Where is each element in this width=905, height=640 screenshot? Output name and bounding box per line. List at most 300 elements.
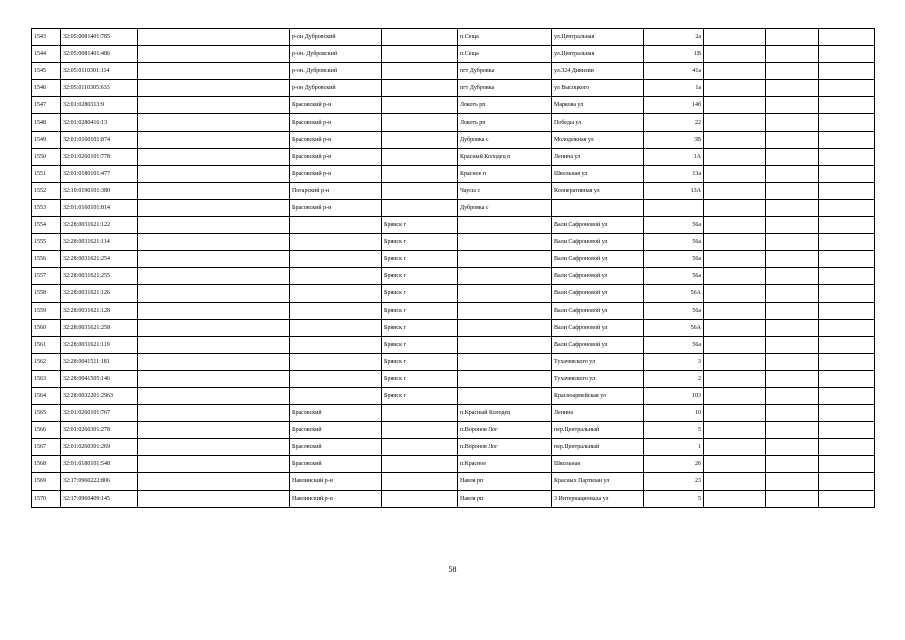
blank-cell bbox=[138, 319, 290, 336]
street-cell: Школьная bbox=[552, 456, 644, 473]
extra-cell-3 bbox=[819, 336, 875, 353]
row-number-cell: 1570 bbox=[32, 490, 61, 507]
city-cell bbox=[382, 97, 458, 114]
street-cell: Вали Сафроновой ул bbox=[552, 319, 644, 336]
district-cell bbox=[290, 217, 382, 234]
extra-cell-3 bbox=[819, 302, 875, 319]
extra-cell-3 bbox=[819, 182, 875, 199]
cadastral-number-cell: 32:28:0032201:2963 bbox=[61, 387, 138, 404]
city-cell: Брянск г bbox=[382, 336, 458, 353]
district-cell: Брасовский р-н bbox=[290, 131, 382, 148]
extra-cell-2 bbox=[766, 251, 819, 268]
street-cell: Ленина bbox=[552, 405, 644, 422]
extra-cell-3 bbox=[819, 251, 875, 268]
street-cell: 3 Интернационала ул bbox=[552, 490, 644, 507]
row-number-cell: 1553 bbox=[32, 199, 61, 216]
cadastral-number-cell: 32:01:0160101:814 bbox=[61, 199, 138, 216]
extra-cell-3 bbox=[819, 165, 875, 182]
city-cell: Брянск г bbox=[382, 319, 458, 336]
settlement-cell: пгт Дубровка bbox=[458, 80, 552, 97]
row-number-cell: 1551 bbox=[32, 165, 61, 182]
table-body bbox=[32, 29, 875, 508]
extra-cell-3 bbox=[819, 217, 875, 234]
house-number-cell: 1 bbox=[644, 439, 704, 456]
extra-cell-1 bbox=[704, 80, 766, 97]
row-number-cell: 1563 bbox=[32, 370, 61, 387]
table-row bbox=[32, 234, 875, 251]
settlement-cell: Навля рп bbox=[458, 490, 552, 507]
district-cell: р-он Дубровский bbox=[290, 80, 382, 97]
house-number-cell: 56а bbox=[644, 217, 704, 234]
blank-cell bbox=[138, 336, 290, 353]
table-row bbox=[32, 285, 875, 302]
blank-cell bbox=[138, 405, 290, 422]
street-cell: Школьная ул bbox=[552, 165, 644, 182]
cadastral-number-cell: 32:28:0031621:254 bbox=[61, 251, 138, 268]
house-number-cell: 5 bbox=[644, 422, 704, 439]
row-number-cell: 1567 bbox=[32, 439, 61, 456]
extra-cell-2 bbox=[766, 114, 819, 131]
city-cell bbox=[382, 114, 458, 131]
settlement-cell: Дубровка с bbox=[458, 199, 552, 216]
blank-cell bbox=[138, 251, 290, 268]
blank-cell bbox=[138, 165, 290, 182]
blank-cell bbox=[138, 182, 290, 199]
street-cell: Вали Сафроновой ул bbox=[552, 336, 644, 353]
house-number-cell bbox=[644, 199, 704, 216]
settlement-cell: Чаусы с bbox=[458, 182, 552, 199]
city-cell bbox=[382, 199, 458, 216]
extra-cell-1 bbox=[704, 422, 766, 439]
street-cell: Вали Сафроновой ул bbox=[552, 268, 644, 285]
street-cell: пер.Центральный bbox=[552, 439, 644, 456]
street-cell: Победы ул bbox=[552, 114, 644, 131]
blank-cell bbox=[138, 199, 290, 216]
settlement-cell: Дубровка с bbox=[458, 131, 552, 148]
extra-cell-2 bbox=[766, 97, 819, 114]
extra-cell-3 bbox=[819, 405, 875, 422]
district-cell bbox=[290, 387, 382, 404]
extra-cell-1 bbox=[704, 285, 766, 302]
blank-cell bbox=[138, 46, 290, 63]
district-cell bbox=[290, 302, 382, 319]
settlement-cell bbox=[458, 319, 552, 336]
extra-cell-3 bbox=[819, 80, 875, 97]
settlement-cell: п.Красный Колодец bbox=[458, 405, 552, 422]
district-cell bbox=[290, 353, 382, 370]
extra-cell-2 bbox=[766, 234, 819, 251]
table-row bbox=[32, 473, 875, 490]
blank-cell bbox=[138, 114, 290, 131]
city-cell: Брянск г bbox=[382, 234, 458, 251]
table-row bbox=[32, 405, 875, 422]
table-row bbox=[32, 63, 875, 80]
extra-cell-3 bbox=[819, 131, 875, 148]
settlement-cell bbox=[458, 217, 552, 234]
house-number-cell: 2 bbox=[644, 370, 704, 387]
extra-cell-1 bbox=[704, 490, 766, 507]
district-cell: р-он. Дубровский bbox=[290, 63, 382, 80]
settlement-cell bbox=[458, 387, 552, 404]
settlement-cell: Локоть рп bbox=[458, 114, 552, 131]
district-cell: Навлинский р-н bbox=[290, 490, 382, 507]
blank-cell bbox=[138, 148, 290, 165]
settlement-cell: Красный Колодец п bbox=[458, 148, 552, 165]
row-number-cell: 1566 bbox=[32, 422, 61, 439]
blank-cell bbox=[138, 490, 290, 507]
table-row bbox=[32, 456, 875, 473]
district-cell: Брасовский р-н bbox=[290, 97, 382, 114]
extra-cell-1 bbox=[704, 319, 766, 336]
extra-cell-1 bbox=[704, 302, 766, 319]
blank-cell bbox=[138, 473, 290, 490]
cadastral-number-cell: 32:28:0031621:114 bbox=[61, 234, 138, 251]
cadastral-number-cell: 32:28:0031621:258 bbox=[61, 319, 138, 336]
settlement-cell: Локоть рп bbox=[458, 97, 552, 114]
cadastral-number-cell: 32:05:0081401:785 bbox=[61, 29, 138, 46]
blank-cell bbox=[138, 29, 290, 46]
settlement-cell: пгт Дубровка bbox=[458, 63, 552, 80]
city-cell: Брянск г bbox=[382, 302, 458, 319]
city-cell bbox=[382, 46, 458, 63]
city-cell bbox=[382, 63, 458, 80]
settlement-cell bbox=[458, 353, 552, 370]
cadastral-number-cell: 32:10:0190101:380 bbox=[61, 182, 138, 199]
settlement-cell: п.Сеща bbox=[458, 46, 552, 63]
cadastral-number-cell: 32:01:0260101:778 bbox=[61, 148, 138, 165]
extra-cell-1 bbox=[704, 63, 766, 80]
row-number-cell: 1554 bbox=[32, 217, 61, 234]
row-number-cell: 1548 bbox=[32, 114, 61, 131]
table-row bbox=[32, 182, 875, 199]
extra-cell-1 bbox=[704, 234, 766, 251]
house-number-cell: 10 bbox=[644, 405, 704, 422]
extra-cell-1 bbox=[704, 336, 766, 353]
table-row bbox=[32, 268, 875, 285]
city-cell: Брянск г bbox=[382, 285, 458, 302]
cadastral-number-cell: 32:01:0260301:278 bbox=[61, 422, 138, 439]
extra-cell-3 bbox=[819, 199, 875, 216]
city-cell bbox=[382, 405, 458, 422]
extra-cell-1 bbox=[704, 148, 766, 165]
cadastral-number-cell: 32:01:0180101:477 bbox=[61, 165, 138, 182]
extra-cell-3 bbox=[819, 63, 875, 80]
blank-cell bbox=[138, 456, 290, 473]
street-cell: ул Высоцкого bbox=[552, 80, 644, 97]
district-cell: р-он. Дубровский bbox=[290, 46, 382, 63]
street-cell: пер.Центральный bbox=[552, 422, 644, 439]
house-number-cell: 56а bbox=[644, 251, 704, 268]
extra-cell-1 bbox=[704, 387, 766, 404]
table-row bbox=[32, 165, 875, 182]
street-cell: Тухачевского ул bbox=[552, 370, 644, 387]
extra-cell-1 bbox=[704, 114, 766, 131]
house-number-cell: 14б bbox=[644, 97, 704, 114]
city-cell: Брянск г bbox=[382, 268, 458, 285]
district-cell: Брасовский р-н bbox=[290, 199, 382, 216]
blank-cell bbox=[138, 302, 290, 319]
blank-cell bbox=[138, 370, 290, 387]
district-cell bbox=[290, 251, 382, 268]
city-cell: Брянск г bbox=[382, 251, 458, 268]
table-row bbox=[32, 80, 875, 97]
district-cell: Брасовский bbox=[290, 422, 382, 439]
extra-cell-1 bbox=[704, 131, 766, 148]
city-cell bbox=[382, 165, 458, 182]
row-number-cell: 1558 bbox=[32, 285, 61, 302]
row-number-cell: 1557 bbox=[32, 268, 61, 285]
row-number-cell: 1568 bbox=[32, 456, 61, 473]
district-cell: Брасовский bbox=[290, 405, 382, 422]
house-number-cell: 56А bbox=[644, 285, 704, 302]
house-number-cell: 56а bbox=[644, 336, 704, 353]
city-cell bbox=[382, 80, 458, 97]
blank-cell bbox=[138, 97, 290, 114]
cadastral-number-cell: 32:28:0031621:255 bbox=[61, 268, 138, 285]
row-number-cell: 1556 bbox=[32, 251, 61, 268]
table-row bbox=[32, 490, 875, 507]
cadastral-number-cell: 32:01:0180101:548 bbox=[61, 456, 138, 473]
settlement-cell: п.Воронов Лог bbox=[458, 422, 552, 439]
extra-cell-3 bbox=[819, 97, 875, 114]
registry-table bbox=[31, 28, 875, 508]
house-number-cell: 5 bbox=[644, 490, 704, 507]
district-cell: Брасовский р-н bbox=[290, 148, 382, 165]
row-number-cell: 1543 bbox=[32, 29, 61, 46]
row-number-cell: 1550 bbox=[32, 148, 61, 165]
city-cell bbox=[382, 490, 458, 507]
extra-cell-3 bbox=[819, 148, 875, 165]
settlement-cell: п.Сеща bbox=[458, 29, 552, 46]
cadastral-number-cell: 32:28:0031621:128 bbox=[61, 302, 138, 319]
city-cell bbox=[382, 422, 458, 439]
street-cell: Тухачевского ул bbox=[552, 353, 644, 370]
house-number-cell: 23 bbox=[644, 473, 704, 490]
street-cell: Кооперативная ул bbox=[552, 182, 644, 199]
district-cell: Навлинский р-н bbox=[290, 473, 382, 490]
city-cell bbox=[382, 29, 458, 46]
cadastral-number-cell: 32:28:0031621:122 bbox=[61, 217, 138, 234]
table-row bbox=[32, 302, 875, 319]
row-number-cell: 1555 bbox=[32, 234, 61, 251]
extra-cell-2 bbox=[766, 456, 819, 473]
house-number-cell: 3 bbox=[644, 353, 704, 370]
settlement-cell bbox=[458, 285, 552, 302]
row-number-cell: 1560 bbox=[32, 319, 61, 336]
cadastral-number-cell: 32:01:0280313:9 bbox=[61, 97, 138, 114]
row-number-cell: 1561 bbox=[32, 336, 61, 353]
cadastral-number-cell: 32:01:0280416:13 bbox=[61, 114, 138, 131]
blank-cell bbox=[138, 268, 290, 285]
extra-cell-2 bbox=[766, 29, 819, 46]
extra-cell-3 bbox=[819, 319, 875, 336]
extra-cell-2 bbox=[766, 199, 819, 216]
house-number-cell: 56А bbox=[644, 319, 704, 336]
extra-cell-3 bbox=[819, 353, 875, 370]
street-cell: ул.Центральная bbox=[552, 29, 644, 46]
district-cell: р-он Дубровский bbox=[290, 29, 382, 46]
extra-cell-3 bbox=[819, 439, 875, 456]
row-number-cell: 1544 bbox=[32, 46, 61, 63]
city-cell bbox=[382, 131, 458, 148]
cadastral-number-cell: 32:05:0110305:633 bbox=[61, 80, 138, 97]
extra-cell-3 bbox=[819, 46, 875, 63]
cadastral-number-cell: 32:05:0110301:114 bbox=[61, 63, 138, 80]
city-cell bbox=[382, 456, 458, 473]
district-cell: Брасовский bbox=[290, 456, 382, 473]
city-cell bbox=[382, 148, 458, 165]
settlement-cell bbox=[458, 268, 552, 285]
house-number-cell: 1А bbox=[644, 148, 704, 165]
cadastral-number-cell: 32:28:0041505:146 bbox=[61, 370, 138, 387]
extra-cell-2 bbox=[766, 473, 819, 490]
blank-cell bbox=[138, 131, 290, 148]
house-number-cell: 3В bbox=[644, 131, 704, 148]
street-cell: Вали Сафроновой ул bbox=[552, 285, 644, 302]
district-cell bbox=[290, 234, 382, 251]
extra-cell-2 bbox=[766, 165, 819, 182]
street-cell: Красноармейская ул bbox=[552, 387, 644, 404]
row-number-cell: 1564 bbox=[32, 387, 61, 404]
street-cell: Маркова ул bbox=[552, 97, 644, 114]
house-number-cell: 26 bbox=[644, 456, 704, 473]
street-cell: Вали Сафроновой ул bbox=[552, 217, 644, 234]
extra-cell-1 bbox=[704, 29, 766, 46]
house-number-cell: 13а bbox=[644, 165, 704, 182]
extra-cell-3 bbox=[819, 234, 875, 251]
blank-cell bbox=[138, 353, 290, 370]
table-row bbox=[32, 319, 875, 336]
row-number-cell: 1549 bbox=[32, 131, 61, 148]
blank-cell bbox=[138, 80, 290, 97]
extra-cell-1 bbox=[704, 405, 766, 422]
extra-cell-2 bbox=[766, 182, 819, 199]
extra-cell-1 bbox=[704, 268, 766, 285]
extra-cell-2 bbox=[766, 490, 819, 507]
table-row bbox=[32, 97, 875, 114]
settlement-cell bbox=[458, 302, 552, 319]
district-cell bbox=[290, 336, 382, 353]
extra-cell-1 bbox=[704, 97, 766, 114]
extra-cell-2 bbox=[766, 46, 819, 63]
house-number-cell: 1а bbox=[644, 80, 704, 97]
table-row bbox=[32, 439, 875, 456]
extra-cell-2 bbox=[766, 302, 819, 319]
street-cell: Ленина ул bbox=[552, 148, 644, 165]
street-cell: Красных Партизан ул bbox=[552, 473, 644, 490]
district-cell bbox=[290, 319, 382, 336]
settlement-cell bbox=[458, 336, 552, 353]
extra-cell-1 bbox=[704, 199, 766, 216]
extra-cell-3 bbox=[819, 387, 875, 404]
street-cell: Вали Сафроновой ул bbox=[552, 234, 644, 251]
street-cell: ул.Центральная bbox=[552, 46, 644, 63]
extra-cell-1 bbox=[704, 439, 766, 456]
house-number-cell: 22 bbox=[644, 114, 704, 131]
extra-cell-3 bbox=[819, 490, 875, 507]
house-number-cell: 13А bbox=[644, 182, 704, 199]
city-cell bbox=[382, 473, 458, 490]
row-number-cell: 1559 bbox=[32, 302, 61, 319]
settlement-cell: Навля рп bbox=[458, 473, 552, 490]
extra-cell-3 bbox=[819, 456, 875, 473]
house-number-cell: 56а bbox=[644, 302, 704, 319]
row-number-cell: 1546 bbox=[32, 80, 61, 97]
settlement-cell bbox=[458, 251, 552, 268]
extra-cell-2 bbox=[766, 387, 819, 404]
extra-cell-2 bbox=[766, 217, 819, 234]
row-number-cell: 1545 bbox=[32, 63, 61, 80]
city-cell bbox=[382, 439, 458, 456]
house-number-cell: 1В bbox=[644, 46, 704, 63]
city-cell: Брянск г bbox=[382, 353, 458, 370]
blank-cell bbox=[138, 63, 290, 80]
extra-cell-1 bbox=[704, 165, 766, 182]
extra-cell-2 bbox=[766, 370, 819, 387]
blank-cell bbox=[138, 234, 290, 251]
extra-cell-2 bbox=[766, 405, 819, 422]
table-row bbox=[32, 46, 875, 63]
street-cell: Молодежная ул bbox=[552, 131, 644, 148]
house-number-cell: 41а bbox=[644, 63, 704, 80]
row-number-cell: 1547 bbox=[32, 97, 61, 114]
settlement-cell: п.Воронов Лог bbox=[458, 439, 552, 456]
city-cell: Брянск г bbox=[382, 370, 458, 387]
row-number-cell: 1562 bbox=[32, 353, 61, 370]
extra-cell-1 bbox=[704, 182, 766, 199]
table-row bbox=[32, 370, 875, 387]
settlement-cell: Красное п bbox=[458, 165, 552, 182]
cadastral-number-cell: 32:01:0260101:767 bbox=[61, 405, 138, 422]
extra-cell-2 bbox=[766, 268, 819, 285]
cadastral-number-cell: 32:17:0960222:806 bbox=[61, 473, 138, 490]
settlement-cell bbox=[458, 234, 552, 251]
cadastral-number-cell: 32:01:0260301:269 bbox=[61, 439, 138, 456]
extra-cell-2 bbox=[766, 131, 819, 148]
city-cell bbox=[382, 182, 458, 199]
settlement-cell: п.Красное bbox=[458, 456, 552, 473]
city-cell: Брянск г bbox=[382, 217, 458, 234]
district-cell: Погарский р-н bbox=[290, 182, 382, 199]
cadastral-number-cell: 32:28:0031621:126 bbox=[61, 285, 138, 302]
settlement-cell bbox=[458, 370, 552, 387]
cadastral-number-cell: 32:28:0031621:119 bbox=[61, 336, 138, 353]
extra-cell-1 bbox=[704, 46, 766, 63]
district-cell: Брасовский р-н bbox=[290, 165, 382, 182]
house-number-cell: 103 bbox=[644, 387, 704, 404]
cadastral-number-cell: 32:01:0160101:874 bbox=[61, 131, 138, 148]
extra-cell-3 bbox=[819, 422, 875, 439]
row-number-cell: 1565 bbox=[32, 405, 61, 422]
house-number-cell: 56а bbox=[644, 234, 704, 251]
row-number-cell: 1552 bbox=[32, 182, 61, 199]
extra-cell-3 bbox=[819, 268, 875, 285]
table-row bbox=[32, 336, 875, 353]
extra-cell-3 bbox=[819, 114, 875, 131]
cadastral-number-cell: 32:17:0960409:145 bbox=[61, 490, 138, 507]
table-row bbox=[32, 131, 875, 148]
extra-cell-2 bbox=[766, 319, 819, 336]
house-number-cell: 56а bbox=[644, 268, 704, 285]
table-row bbox=[32, 199, 875, 216]
table-row bbox=[32, 29, 875, 46]
blank-cell bbox=[138, 387, 290, 404]
extra-cell-2 bbox=[766, 353, 819, 370]
street-cell bbox=[552, 199, 644, 216]
extra-cell-1 bbox=[704, 456, 766, 473]
extra-cell-2 bbox=[766, 148, 819, 165]
extra-cell-3 bbox=[819, 29, 875, 46]
